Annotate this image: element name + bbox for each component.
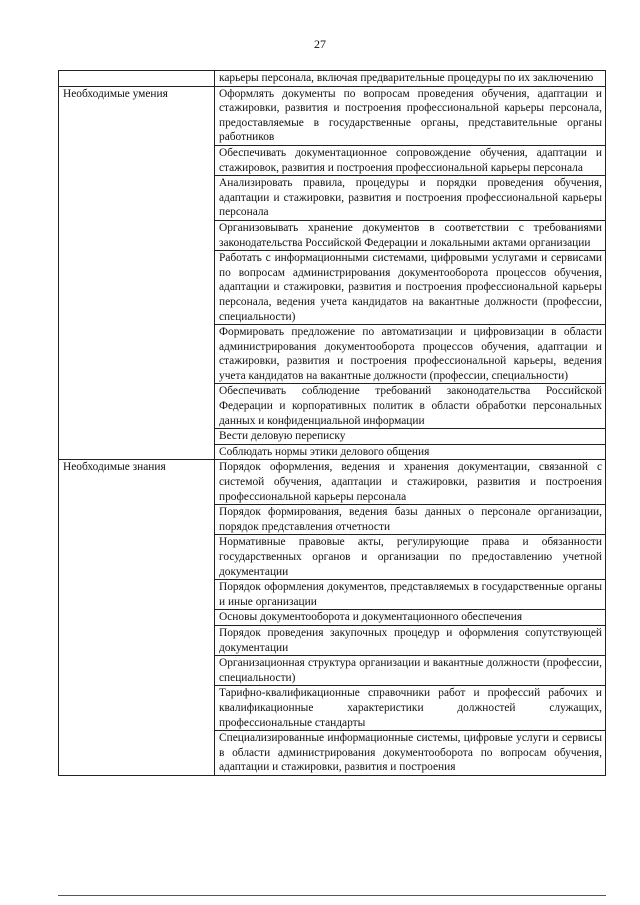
table-cell: [215, 71, 606, 87]
row-text: Обеспечивать соблюдение требований законодательства Российской Федерации и корпоративных политик в области обработки персональных данных и конфиденциальной информации: [219, 385, 602, 427]
table-cell: [215, 220, 606, 250]
table-cell: [215, 505, 606, 535]
table-cell: [215, 86, 606, 145]
table-cell: [215, 731, 606, 776]
row-text: Организационная структура организации и вакантные должности (профессии, специальности): [219, 657, 602, 684]
table-cell: [215, 686, 606, 731]
row-text: Соблюдать нормы этики делового общения: [219, 445, 430, 458]
page-number: 27: [314, 37, 326, 51]
table-cell: [215, 460, 606, 505]
table-cell: [215, 251, 606, 325]
row-text: Специализированные информационные системы, цифровые услуги и сервисы в области администрирования документооборота по вопросам обучения, адаптации и стажировки, развития и построения: [219, 732, 602, 774]
table-row: [59, 86, 606, 145]
row-text: Нормативные правовые акты, регулирующие права и обязанности государственных органов и организации по предоставлению учетной документации: [219, 536, 602, 578]
row-text: Оформлять документы по вопросам проведения обучения, адаптации и стажировки, развития и построения профессиональной карьеры персонала, предоставляемые в государственные органы, представительные органы работников: [219, 87, 602, 144]
row-text: Порядок проведения закупочных процедур и оформления сопутствующей документации: [219, 626, 602, 654]
table-cell: [215, 325, 606, 384]
table-cell: [215, 176, 606, 221]
table-cell: [215, 444, 606, 460]
row-text: Порядок оформления документов, представляемых в государственные органы и иные организации: [219, 581, 602, 608]
table-cell: [215, 625, 606, 655]
skills-label-cell: Необходимые умения: [59, 86, 215, 460]
row-text: карьеры персонала, включая предварительные процедуры по их заключению: [219, 72, 594, 84]
row-text: Основы документооборота и документационного обеспечения: [219, 611, 523, 624]
table-cell: [215, 610, 606, 626]
table-row: [59, 460, 606, 505]
table-cell: [215, 580, 606, 610]
row-text: Тарифно-квалификационные справочники работ и профессий рабочих и квалификационные характеристики должностей служащих, профессиональные стандарты: [219, 687, 602, 729]
table-cell: [215, 384, 606, 429]
table-cell: [215, 145, 606, 175]
row-text: Формировать предложение по автоматизации и цифровизации в области администрирования документооборота процессов обучения, адаптации и стажировки, развития и построения профессиональной карьеры, ведения учета кандидатов на вакантные должности (профессии, специальности): [219, 326, 602, 382]
row-text: Обеспечивать документационное сопровождение обучения, адаптации и стажировок, развития и построения профессиональной карьеры персонала: [219, 146, 602, 174]
row-label-cell: [59, 71, 215, 87]
table-cell: [215, 429, 606, 445]
table-cell: [215, 535, 606, 580]
row-text: Порядок оформления, ведения и хранения документации, связанной с системой обучения, адаптации и стажировки, развития и построения профессиональной карьеры персонала: [219, 461, 602, 503]
row-text: Организовывать хранение документов в соответствии с требованиями законодательства Российской Федерации и локальными актами организации: [219, 221, 602, 249]
table-row: [59, 71, 606, 87]
page-bottom-rule: [58, 895, 606, 896]
row-text: Вести деловую переписку: [219, 430, 346, 443]
row-text: Работать с информационными системами, цифровыми услугами и сервисами по вопросам администрирования документооборота процессов обучения, адаптации и стажировки, развития и построения профессиональной карьеры персонала, ведения учета кандидатов на вакантные должности (профессии, специальности): [219, 252, 602, 323]
competency-table: [58, 70, 606, 776]
row-text: Анализировать правила, процедуры и порядки проведения обучения, адаптации и стажировки, развития и построения профессиональной карьеры персонала: [219, 177, 602, 219]
row-text: Порядок формирования, ведения базы данных о персонале организации, порядок представления отчетности: [219, 506, 602, 533]
knowledge-label-cell: Необходимые знания: [59, 460, 215, 775]
table-cell: [215, 656, 606, 686]
